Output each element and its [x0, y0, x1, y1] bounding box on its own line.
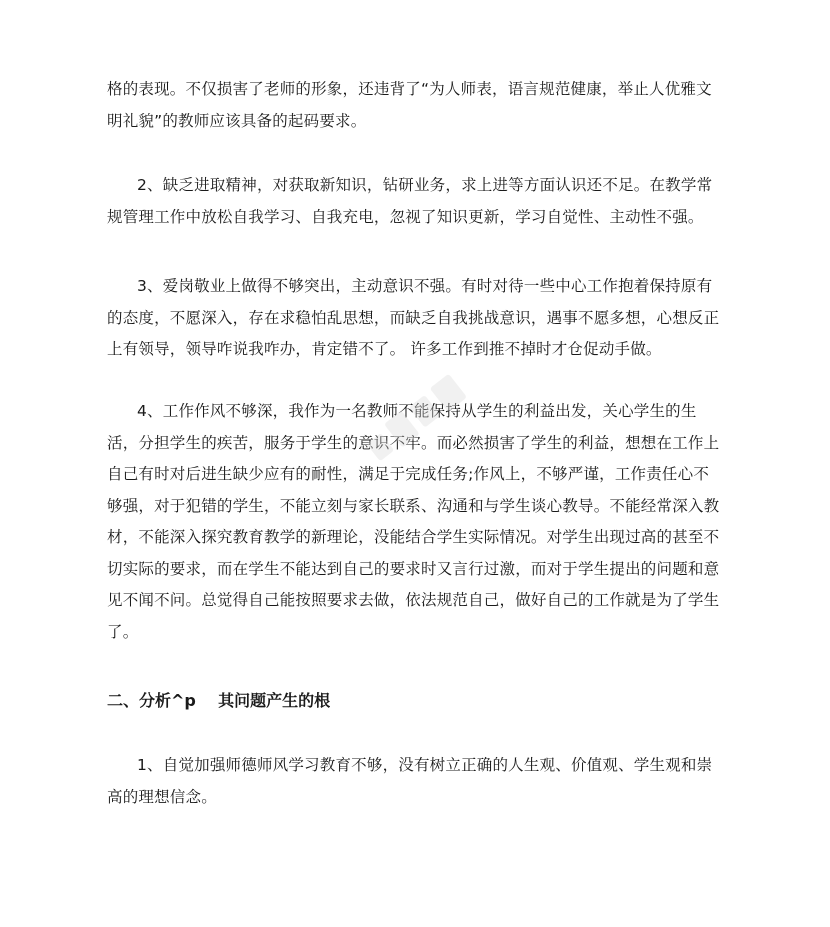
paragraph-subitem-1	[107, 750, 757, 813]
text-line: 规管理工作中放松自我学习、自我充电，忽视了知识更新，学习自觉性、主动性不强。	[107, 207, 704, 226]
text-line: 够强，对于犯错的学生，不能立刻与家长联系、沟通和与学生谈心教导。不能经常深入教	[107, 496, 720, 515]
text-line: 材，不能深入探究教育教学的新理论，没能结合学生实际情况。对学生出现过高的甚至不	[107, 528, 720, 546]
text-line: 了。	[107, 622, 139, 641]
text-line: 4、工作作风不够深，我作为一名教师不能保持从学生的利益出发，关心学生的生	[137, 402, 697, 420]
text-line: 高的理想信念。	[107, 787, 217, 806]
text-line: 明礼貌”的教师应该具备的起码要求。	[107, 111, 367, 130]
paragraph-item-3	[107, 271, 757, 366]
text-line: 格的表现。不仅损害了老师的形象，还违背了“为人师表，语言规范健康，举止人优雅文	[107, 80, 712, 98]
paragraph-item-4	[107, 396, 757, 648]
text-line: 的态度，不愿深入，存在求稳怕乱思想，而缺乏自我挑战意识，遇事不愿多想，心想反正	[107, 308, 720, 327]
paragraph-continued	[107, 74, 757, 137]
text-line: 3、爱岗敬业上做得不够突出，主动意识不强。有时对待一些中心工作抱着保持原有	[137, 277, 713, 295]
text-line: 见不闻不问。总觉得自己能按照要求去做，依法规范自己，做好自己的工作就是为了学生	[107, 591, 720, 609]
text-line: 上有领导，领导咋说我咋办，肯定错不了。 许多工作到推不掉时才仓促动手做。	[107, 340, 662, 358]
section-heading: 二、分析^p 其问题产生的根	[107, 691, 331, 710]
paragraph-item-2	[107, 170, 757, 233]
text-line: 切实际的要求，而在学生不能达到自己的要求时又言行过激，而对于学生提出的问题和意	[107, 559, 720, 578]
text-line: 活，分担学生的疾苦，服务于学生的意识不牢。而必然损害了学生的利益，想想在工作上	[107, 433, 720, 452]
text-line: 2、缺乏进取精神，对获取新知识，钻研业务，求上进等方面认识还不足。在教学常	[137, 176, 713, 194]
text-line: 自己有时对后进生缺少应有的耐性，满足于完成任务;作风上，不够严谨，工作责任心不	[107, 465, 710, 483]
text-line: 1、自觉加强师德师风学习教育不够，没有树立正确的人生观、价值观、学生观和崇	[137, 756, 713, 774]
